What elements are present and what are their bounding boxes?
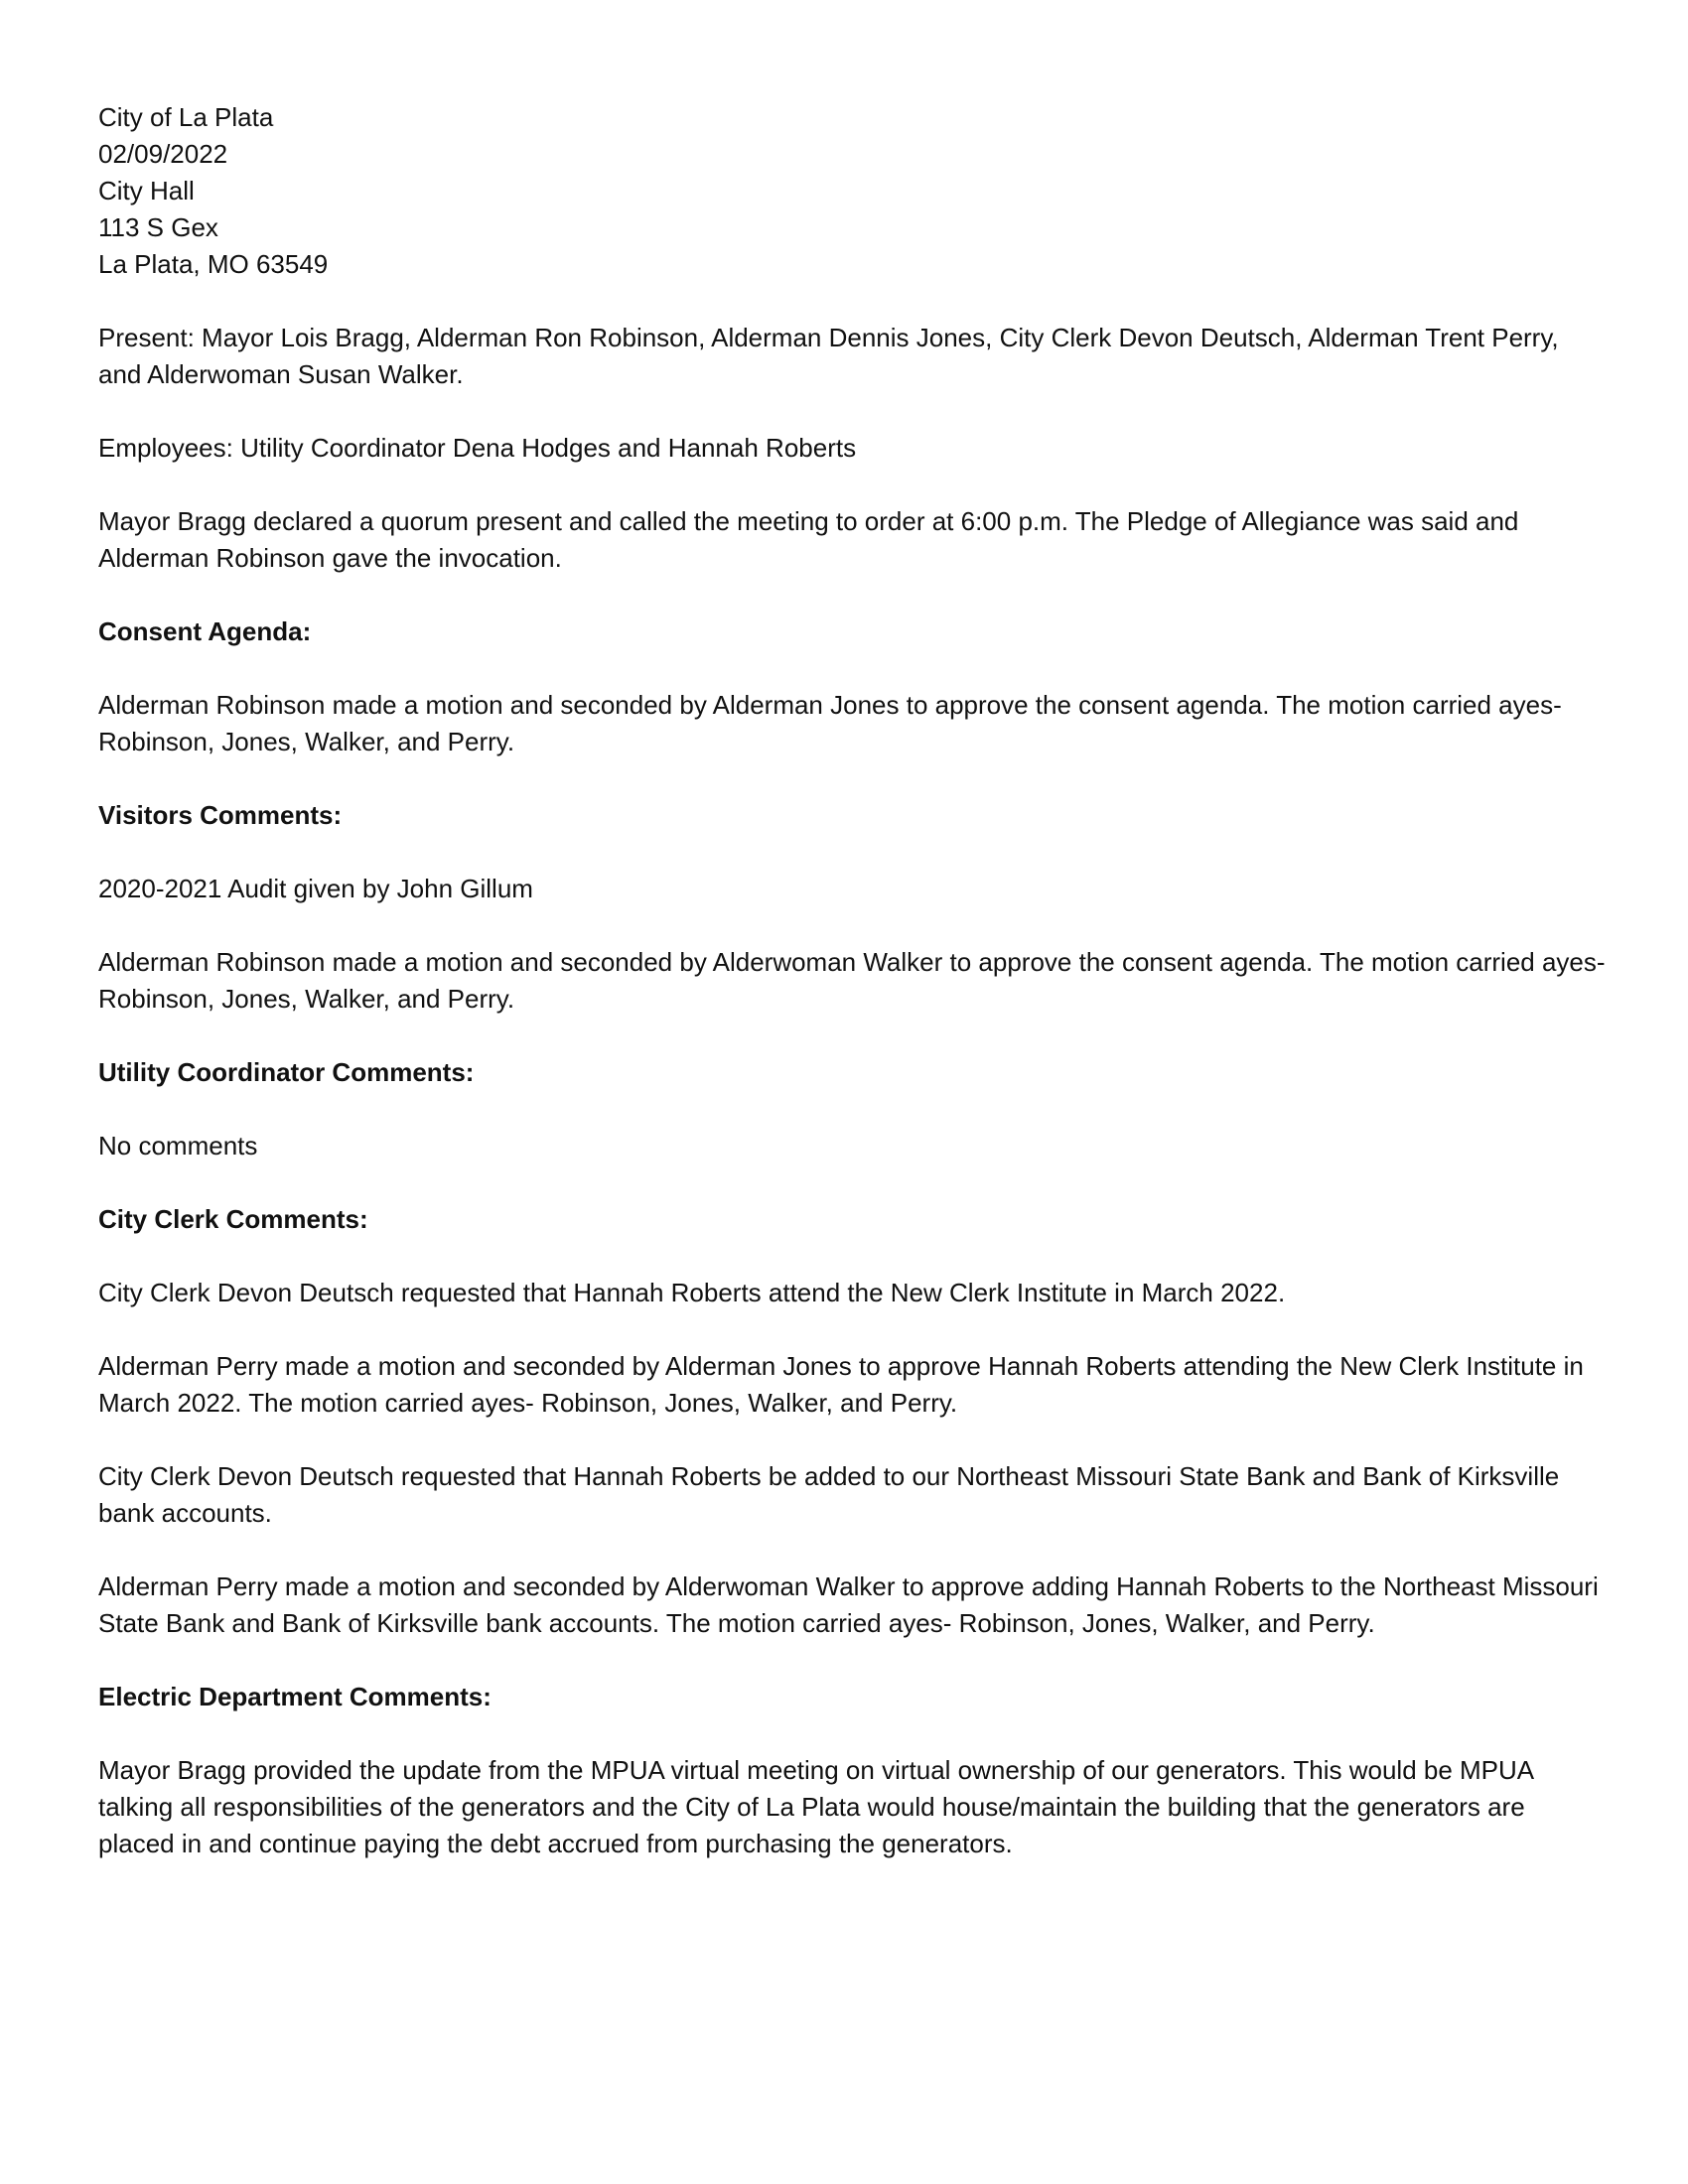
clerk-motion-institute: Alderman Perry made a motion and seconded by Alderman Jones to approve Hannah Roberts attending the New Clerk Institute in March 2022. The motion carried ayes- Robinson, Jones, Walker, and Perry. bbox=[98, 1351, 1584, 1418]
consent-agenda-heading: Consent Agenda: bbox=[98, 616, 312, 646]
present-paragraph: Present: Mayor Lois Bragg, Alderman Ron Robinson, Alderman Dennis Jones, City Clerk Devon Deutsch, Alderman Trent Perry, and Alderwoman Susan Walker. bbox=[98, 323, 1559, 389]
utility-coordinator-text: No comments bbox=[98, 1131, 258, 1160]
call-to-order-paragraph: Mayor Bragg declared a quorum present and called the meeting to order at 6:00 p.m. The Pledge of Allegiance was said and Alderman Robinson gave the invocation. bbox=[98, 506, 1519, 573]
electric-department-heading: Electric Department Comments: bbox=[98, 1682, 492, 1711]
electric-update-paragraph: Mayor Bragg provided the update from the MPUA virtual meeting on virtual ownership of our generators. This would be MPUA talking all responsibilities of the generators and the City of La Plata would house/maintain the building that the generators are placed in and continue paying the debt accrued from purchasing the generators. bbox=[98, 1755, 1533, 1858]
clerk-request-institute: City Clerk Devon Deutsch requested that Hannah Roberts attend the New Clerk Institute in March 2022. bbox=[98, 1278, 1286, 1307]
consent-agenda-motion: Alderman Robinson made a motion and seconded by Alderman Jones to approve the consent agenda. The motion carried ayes- Robinson, Jones, Walker, and Perry. bbox=[98, 690, 1562, 756]
address-block bbox=[98, 99, 1599, 283]
street-address: 113 S Gex bbox=[98, 212, 218, 242]
visitors-comments-heading: Visitors Comments: bbox=[98, 800, 343, 830]
venue-name: City Hall bbox=[98, 176, 195, 205]
clerk-request-bank: City Clerk Devon Deutsch requested that Hannah Roberts be added to our Northeast Missouri State Bank and Bank of Kirksville bank accounts. bbox=[98, 1461, 1560, 1528]
city-state-zip: La Plata, MO 63549 bbox=[98, 249, 329, 279]
utility-coordinator-heading: Utility Coordinator Comments: bbox=[98, 1057, 475, 1087]
city-clerk-heading: City Clerk Comments: bbox=[98, 1204, 368, 1234]
meeting-date: 02/09/2022 bbox=[98, 139, 228, 169]
city-name: City of La Plata bbox=[98, 102, 274, 132]
employees-paragraph: Employees: Utility Coordinator Dena Hodges and Hannah Roberts bbox=[98, 433, 857, 463]
visitors-motion: Alderman Robinson made a motion and seconded by Alderwoman Walker to approve the consent agenda. The motion carried ayes- Robinson, Jones, Walker, and Perry. bbox=[98, 947, 1606, 1014]
clerk-motion-bank: Alderman Perry made a motion and seconded by Alderwoman Walker to approve adding Hannah Roberts to the Northeast Missouri State Bank and Bank of Kirksville bank accounts. The motion carried ayes- Robinson, Jones, Walker, and Perry. bbox=[98, 1571, 1599, 1638]
audit-paragraph: 2020-2021 Audit given by John Gillum bbox=[98, 874, 533, 903]
